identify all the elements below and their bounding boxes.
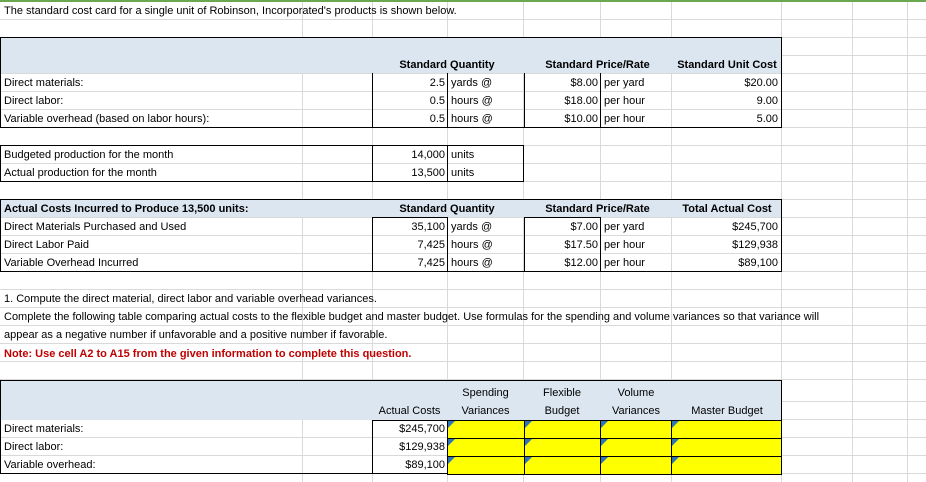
- answer-master-header: Master Budget: [691, 405, 763, 417]
- std-qty-value: 2.5: [429, 77, 445, 89]
- intro-text: The standard cost card for a single unit of Robinson, Incorporated's products is shown below.: [4, 5, 457, 17]
- comment-triangle-icon: [601, 421, 608, 428]
- actual-price-unit: per hour: [604, 239, 645, 251]
- std-row-label: Direct labor:: [4, 95, 64, 107]
- comment-triangle-icon: [525, 457, 532, 464]
- actual-price-header: Standard Price/Rate: [545, 203, 650, 215]
- volume-variance-input[interactable]: [600, 438, 673, 457]
- actual-qty-unit: yards @: [451, 221, 493, 233]
- actual-qty-value: 35,100: [411, 221, 445, 233]
- std-price-header: Standard Price/Rate: [545, 59, 650, 71]
- answer-spending-header-2: Variances: [461, 405, 510, 417]
- std-qty-unit: hours @: [451, 95, 493, 107]
- std-row-label: Variable overhead (based on labor hours):: [4, 113, 210, 125]
- budgeted-production-unit: units: [451, 149, 475, 161]
- std-unit-cost-value: 5.00: [756, 113, 778, 125]
- std-price-value: $10.00: [564, 113, 598, 125]
- std-qty-value: 0.5: [429, 95, 445, 107]
- master-budget-input[interactable]: [671, 438, 782, 457]
- std-price-value: $18.00: [564, 95, 598, 107]
- actual-qty-value: 7,425: [417, 239, 445, 251]
- flexible-budget-input[interactable]: [524, 420, 602, 439]
- note-text: Note: Use cell A2 to A15 from the given information to complete this question.: [4, 348, 412, 360]
- actual-price-value: $17.50: [564, 239, 598, 251]
- answer-actual-value: $89,100: [405, 459, 445, 471]
- master-budget-input[interactable]: [671, 420, 782, 439]
- answer-actual-value: $129,938: [399, 441, 445, 453]
- answer-actual-value: $245,700: [399, 423, 445, 435]
- answer-spending-header-1: Spending: [462, 387, 509, 399]
- master-budget-input[interactable]: [671, 456, 782, 475]
- actual-qty-unit: hours @: [451, 239, 493, 251]
- actual-total-value: $129,938: [732, 239, 778, 251]
- spending-variance-input[interactable]: [447, 438, 525, 457]
- volume-variance-input[interactable]: [600, 420, 673, 439]
- actual-price-value: $12.00: [564, 257, 598, 269]
- std-unit-cost-header: Standard Unit Cost: [677, 59, 777, 71]
- comment-triangle-icon: [525, 439, 532, 446]
- answer-actual-header: Actual Costs: [378, 405, 441, 417]
- instruction-line-2: Complete the following table comparing actual costs to the flexible budget and master budget. Use formulas for the spending and volume variances so that variance will: [4, 311, 820, 323]
- instruction-line-3: appear as a negative number if unfavorable and a positive number if favorable.: [4, 329, 388, 341]
- actual-qty-unit: hours @: [451, 257, 493, 269]
- answer-volume-header-2: Variances: [611, 405, 661, 417]
- answer-row-label: Variable overhead:: [4, 459, 96, 471]
- std-unit-cost-value: $20.00: [744, 77, 778, 89]
- flexible-budget-input[interactable]: [524, 438, 602, 457]
- std-price-unit: per yard: [604, 77, 645, 89]
- actual-total-value: $89,100: [738, 257, 778, 269]
- answer-volume-header-1: Volume: [617, 387, 655, 399]
- std-unit-cost-value: 9.00: [756, 95, 778, 107]
- actual-production-label: Actual production for the month: [4, 167, 157, 179]
- comment-triangle-icon: [672, 457, 679, 464]
- std-price-unit: per hour: [604, 113, 645, 125]
- std-row-label: Direct materials:: [4, 77, 84, 89]
- std-qty-unit: yards @: [451, 77, 493, 89]
- actual-row-label: Direct Labor Paid: [4, 239, 89, 251]
- answer-row-label: Direct labor:: [4, 441, 64, 453]
- comment-triangle-icon: [448, 421, 455, 428]
- answer-flexible-header-1: Flexible: [543, 387, 581, 399]
- actual-row-label: Variable Overhead Incurred: [4, 257, 139, 269]
- actual-total-value: $245,700: [732, 221, 778, 233]
- actual-price-value: $7.00: [570, 221, 598, 233]
- instruction-line-1: 1. Compute the direct material, direct labor and variable overhead variances.: [4, 293, 377, 305]
- comment-triangle-icon: [672, 421, 679, 428]
- actual-price-unit: per hour: [604, 257, 645, 269]
- comment-triangle-icon: [672, 439, 679, 446]
- volume-variance-input[interactable]: [600, 456, 673, 475]
- comment-triangle-icon: [525, 421, 532, 428]
- std-qty-header: Standard Quantity: [399, 59, 495, 71]
- comment-triangle-icon: [601, 439, 608, 446]
- actual-total-header: Total Actual Cost: [682, 203, 772, 215]
- comment-triangle-icon: [448, 439, 455, 446]
- comment-triangle-icon: [448, 457, 455, 464]
- actual-production-unit: units: [451, 167, 475, 179]
- budgeted-production-value: 14,000: [411, 149, 445, 161]
- answer-row-label: Direct materials:: [4, 423, 84, 435]
- actual-production-value: 13,500: [411, 167, 445, 179]
- actual-row-label: Direct Materials Purchased and Used: [4, 221, 187, 233]
- spending-variance-input[interactable]: [447, 456, 525, 475]
- answer-flexible-header-2: Budget: [544, 405, 580, 417]
- std-price-value: $8.00: [570, 77, 598, 89]
- actual-price-unit: per yard: [604, 221, 645, 233]
- std-qty-unit: hours @: [451, 113, 493, 125]
- actual-qty-value: 7,425: [417, 257, 445, 269]
- actual-title: Actual Costs Incurred to Produce 13,500 units:: [4, 203, 249, 215]
- std-qty-value: 0.5: [429, 113, 445, 125]
- std-price-unit: per hour: [604, 95, 645, 107]
- actual-qty-header: Standard Quantity: [399, 203, 495, 215]
- budgeted-production-label: Budgeted production for the month: [4, 149, 174, 161]
- spending-variance-input[interactable]: [447, 420, 525, 439]
- comment-triangle-icon: [601, 457, 608, 464]
- flexible-budget-input[interactable]: [524, 456, 602, 475]
